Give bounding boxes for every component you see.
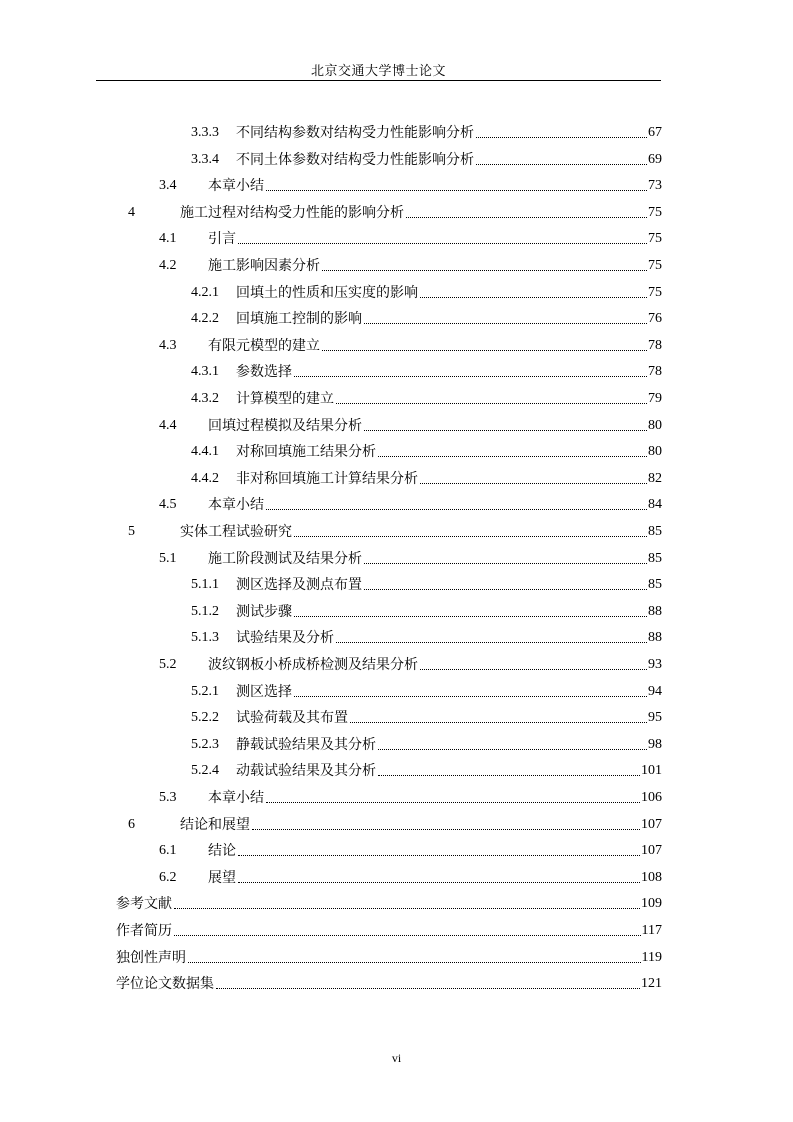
toc-entry-title: 施工影响因素分析 [208,258,320,274]
toc-entry-page: 85 [648,550,662,566]
toc-entry-title: 实体工程试验研究 [180,524,292,540]
toc-entry-title: 参考文献 [116,896,172,913]
toc-entry-page: 107 [641,816,662,832]
toc-entry[interactable] [191,675,662,701]
toc-entry[interactable] [191,143,662,169]
toc-entry-title: 静载试验结果及其分析 [236,736,376,753]
toc-entry-number: 5.1 [159,550,177,566]
toc-leader-dots [364,323,647,324]
toc-entry-page: 75 [648,204,662,220]
toc-entry-number: 4.4 [159,417,177,433]
toc-entry-title: 不同土体参数对结构受力性能影响分析 [236,151,474,168]
toc-entry-number: 6 [128,816,135,832]
toc-entry-page: 93 [648,657,662,672]
toc-entry-page: 106 [641,790,662,805]
toc-leader-dots [364,563,647,564]
header-rule [96,80,661,81]
toc-entry-page: 82 [648,470,662,486]
toc-entry-title: 有限元模型的建立 [208,337,320,354]
toc-entry-number: 4.2.2 [191,311,219,327]
toc-entry[interactable] [191,701,662,727]
toc-entry-page: 80 [648,417,662,433]
toc-entry-title: 测区选择 [236,683,292,700]
toc-leader-dots [266,509,647,510]
toc-entry-title: 结论 [208,843,236,860]
toc-entry-page: 69 [648,151,662,167]
toc-entry-number: 6.2 [159,869,177,885]
toc-entry-title: 不同结构参数对结构受力性能影响分析 [236,125,474,141]
toc-entry-number: 4.2 [159,258,177,273]
toc-entry-number: 5.3 [159,790,177,805]
toc-entry[interactable] [128,808,662,834]
toc-entry[interactable] [159,169,662,195]
toc-leader-dots [378,775,640,776]
toc-entry-number: 5 [128,524,135,539]
toc-leader-dots [336,403,647,404]
toc-entry-number: 3.4 [159,178,177,194]
toc-entry-number: 4.1 [159,231,177,247]
toc-entry-page: 85 [648,577,662,593]
toc-entry-title: 结论和展望 [180,816,250,833]
toc-entry[interactable] [159,781,662,807]
toc-entry[interactable] [159,861,662,887]
toc-leader-dots [238,855,640,856]
toc-entry[interactable] [116,914,662,940]
toc-leader-dots [266,190,647,191]
toc-entry-number: 4.5 [159,497,177,513]
toc-leader-dots [294,376,647,377]
toc-leader-dots [378,749,647,750]
toc-entry[interactable] [159,329,662,355]
toc-entry-page: 76 [648,311,662,327]
toc-entry[interactable] [159,249,662,275]
toc-entry[interactable] [191,621,662,647]
toc-entry[interactable] [116,887,662,913]
toc-entry[interactable] [159,542,662,568]
toc-entry[interactable] [191,302,662,328]
toc-entry-number: 4.2.1 [191,284,219,300]
toc-entry[interactable] [191,435,662,461]
toc-entry-title: 本章小结 [208,178,264,195]
toc-entry-number: 5.1.2 [191,603,219,619]
toc-entry-page: 75 [648,231,662,247]
toc-entry-number: 5.2.4 [191,763,219,779]
toc-entry-number: 5.2.2 [191,710,219,726]
toc-entry[interactable] [159,834,662,860]
toc-entry[interactable] [159,222,662,248]
toc-entry-number: 5.1.3 [191,630,219,646]
toc-entry-title: 施工过程对结构受力性能的影响分析 [180,204,404,221]
toc-entry[interactable] [191,728,662,754]
toc-entry-number: 4.4.1 [191,444,219,460]
toc-entry-page: 109 [641,896,662,912]
toc-entry-page: 78 [648,337,662,353]
toc-entry[interactable] [128,515,662,541]
toc-entry-title: 试验结果及分析 [236,630,334,647]
toc-leader-dots [174,908,640,909]
toc-entry-page: 78 [648,364,662,380]
toc-entry-title: 作者简历 [116,923,172,939]
toc-entry[interactable] [191,754,662,780]
toc-leader-dots [294,696,647,697]
toc-entry-number: 3.3.4 [191,151,219,167]
toc-entry-number: 4.3 [159,337,177,353]
toc-entry-page: 119 [641,949,662,965]
toc-entry-number: 5.2.1 [191,683,219,699]
toc-entry-page: 108 [641,869,662,885]
toc-entry[interactable] [159,409,662,435]
toc-entry-title: 回填施工控制的影响 [236,311,362,328]
toc-entry-page: 117 [641,923,662,938]
toc-entry-page: 88 [648,630,662,646]
toc-entry-page: 94 [648,683,662,699]
toc-entry[interactable] [191,382,662,408]
toc-entry-number: 4 [128,204,135,220]
toc-entry-title: 对称回填施工结果分析 [236,444,376,461]
toc-entry-page: 121 [641,976,662,992]
toc-entry-number: 6.1 [159,843,177,859]
toc-leader-dots [294,616,647,617]
page-header-title: 北京交通大学博士论文 [310,64,446,79]
toc-leader-dots [350,722,647,723]
toc-entry[interactable] [191,462,662,488]
toc-entry-title: 引言 [208,231,236,248]
toc-leader-dots [420,297,647,298]
toc-entry-title: 展望 [208,869,236,886]
toc-leader-dots [238,243,647,244]
toc-entry-title: 试验荷载及其布置 [236,710,348,727]
toc-entry-number: 5.2.3 [191,736,219,752]
toc-leader-dots [420,669,647,670]
toc-entry-title: 非对称回填施工计算结果分析 [236,470,418,487]
toc-entry-page: 98 [648,736,662,752]
toc-entry[interactable] [116,941,662,967]
toc-leader-dots [420,483,647,484]
toc-entry-page: 95 [648,710,662,726]
toc-entry-title: 计算模型的建立 [236,391,334,407]
toc-leader-dots [174,935,641,936]
toc-entry-title: 本章小结 [208,497,264,514]
toc-entry-title: 动载试验结果及其分析 [236,763,376,780]
toc-entry-title: 参数选择 [236,364,292,381]
toc-entry[interactable] [116,967,662,993]
toc-entry-page: 107 [641,843,662,859]
toc-entry[interactable] [191,276,662,302]
toc-entry[interactable] [191,595,662,621]
toc-leader-dots [322,270,647,271]
toc-entry-number: 5.1.1 [191,577,219,593]
toc-entry-number: 4.3.1 [191,364,219,380]
toc-entry-number: 4.3.2 [191,391,219,406]
toc-leader-dots [378,456,647,457]
toc-entry-page: 79 [648,391,662,406]
toc-leader-dots [476,137,647,138]
toc-entry-title: 测试步骤 [236,603,292,620]
toc-leader-dots [252,829,640,830]
toc-entry[interactable] [191,568,662,594]
toc-leader-dots [406,217,647,218]
toc-leader-dots [238,882,640,883]
toc-leader-dots [188,962,641,963]
toc-entry-title: 回填过程模拟及结果分析 [208,417,362,434]
toc-entry-title: 测区选择及测点布置 [236,577,362,594]
toc-entry-title: 独创性声明 [116,949,186,966]
toc-leader-dots [266,802,640,803]
toc-entry[interactable] [128,196,662,222]
toc-entry[interactable] [159,648,662,674]
toc-entry[interactable] [159,488,662,514]
toc-entry-title: 学位论文数据集 [116,976,214,993]
toc-entry[interactable] [191,355,662,381]
toc-entry-title: 波纹钢板小桥成桥检测及结果分析 [208,657,418,673]
toc-entry-page: 84 [648,497,662,513]
toc-leader-dots [336,642,647,643]
toc-leader-dots [364,589,647,590]
toc-entry-page: 73 [648,178,662,194]
toc-leader-dots [364,430,647,431]
toc-leader-dots [476,164,647,165]
toc-entry-page: 80 [648,444,662,460]
toc-entry-page: 101 [641,763,662,779]
toc-entry-title: 回填土的性质和压实度的影响 [236,284,418,301]
toc-entry-number: 5.2 [159,657,177,672]
toc-entry-number: 3.3.3 [191,125,219,140]
toc-entry-page: 85 [648,524,662,539]
page-number: vi [391,1051,402,1065]
toc-entry-number: 4.4.2 [191,470,219,486]
toc-entry-title: 施工阶段测试及结果分析 [208,550,362,567]
toc-leader-dots [294,536,647,537]
toc-leader-dots [322,350,647,351]
toc-entry-page: 88 [648,603,662,619]
toc-entry-page: 75 [648,284,662,300]
toc-entry[interactable] [191,116,662,142]
toc-entry-page: 67 [648,125,662,140]
toc-entry-page: 75 [648,258,662,273]
toc-leader-dots [216,988,640,989]
toc-entry-title: 本章小结 [208,790,264,806]
